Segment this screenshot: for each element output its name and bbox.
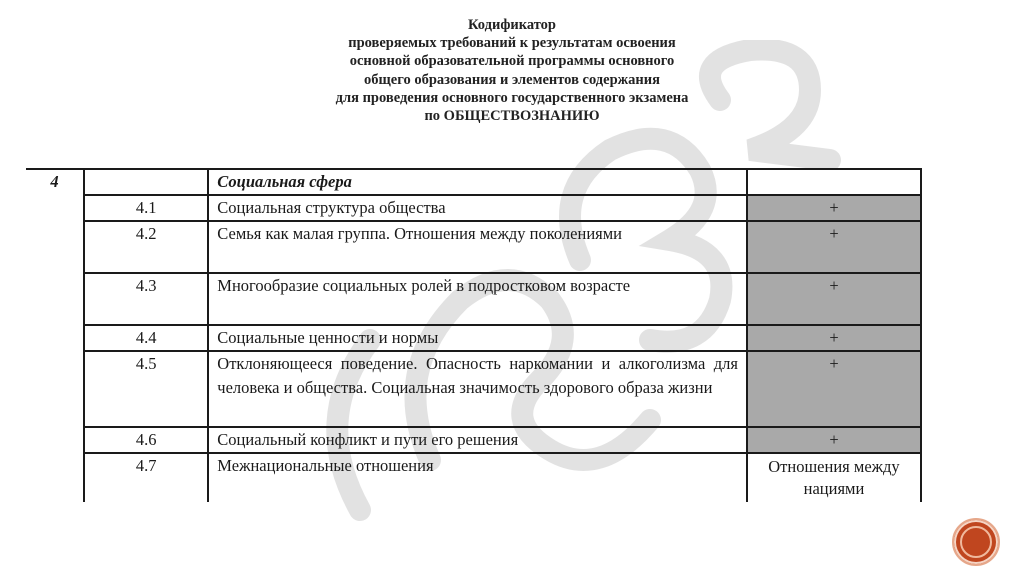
empty-cell <box>26 351 84 427</box>
section-code-cell <box>84 169 208 195</box>
table-row <box>26 325 921 351</box>
row-topic: Семья как малая группа. Отношения между поколениями <box>208 221 747 273</box>
row-mark: + <box>747 221 921 273</box>
empty-cell <box>26 273 84 325</box>
section-title: Социальная сфера <box>208 169 747 195</box>
row-code: 4.1 <box>84 195 208 221</box>
row-topic: Социальная структура общества <box>208 195 747 221</box>
row-code: 4.4 <box>84 325 208 351</box>
document-heading <box>200 16 824 125</box>
heading-line: основной образовательной программы основного <box>349 53 675 70</box>
table-row <box>26 427 921 453</box>
row-mark: Отношения между нациями <box>747 453 921 502</box>
row-topic: Социальный конфликт и пути его решения <box>208 427 747 453</box>
row-code: 4.7 <box>84 453 208 502</box>
row-topic: Социальные ценности и нормы <box>208 325 747 351</box>
table-row <box>26 273 921 325</box>
row-mark: + <box>747 195 921 221</box>
empty-cell <box>26 325 84 351</box>
empty-cell <box>26 221 84 273</box>
row-topic: Отклоняющееся поведение. Опасность наркомании и алкоголизма для человека и общества. Социальная значимость здорового образа жизни <box>208 351 747 427</box>
row-mark: + <box>747 351 921 427</box>
section-number: 4 <box>26 169 84 195</box>
empty-cell <box>26 195 84 221</box>
table-row <box>26 221 921 273</box>
nav-ring <box>960 526 992 558</box>
codifier-table <box>26 168 922 502</box>
row-code: 4.6 <box>84 427 208 453</box>
heading-line: Кодификатор <box>468 17 556 33</box>
table-row <box>26 351 921 427</box>
table-row <box>26 195 921 221</box>
section-mark-cell <box>747 169 921 195</box>
table-row <box>26 453 921 502</box>
heading-line: общего образования и элементов содержания <box>364 71 660 88</box>
row-code: 4.2 <box>84 221 208 273</box>
section-row <box>26 169 921 195</box>
row-topic: Межнациональные отношения <box>208 453 747 502</box>
row-code: 4.5 <box>84 351 208 427</box>
heading-line: проверяемых требований к результатам освоения <box>348 35 676 52</box>
row-mark: + <box>747 273 921 325</box>
heading-line: для проведения основного государственного экзамена <box>335 89 689 106</box>
circle-nav-icon[interactable] <box>952 518 1000 566</box>
empty-cell <box>26 453 84 502</box>
heading-line: по ОБЩЕСТВОЗНАНИЮ <box>424 108 600 125</box>
row-mark: + <box>747 427 921 453</box>
row-mark: + <box>747 325 921 351</box>
empty-cell <box>26 427 84 453</box>
row-code: 4.3 <box>84 273 208 325</box>
row-topic: Многообразие социальных ролей в подростковом возрасте <box>208 273 747 325</box>
